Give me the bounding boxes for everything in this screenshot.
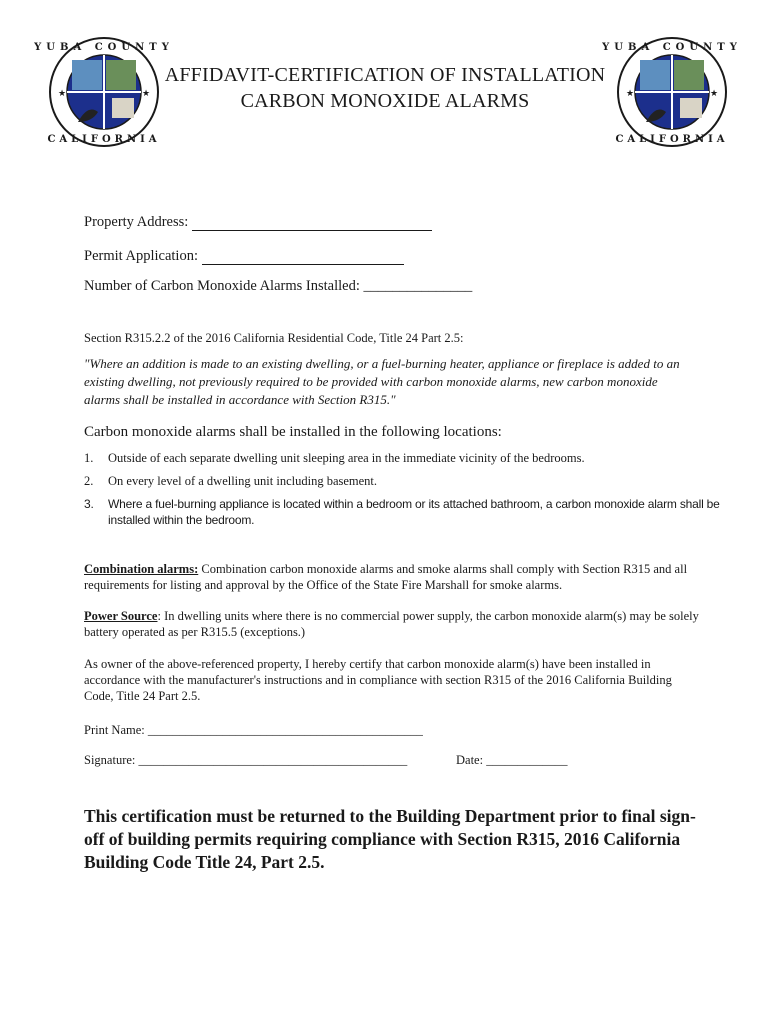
date-row [456,753,567,768]
location-text: Outside of each separate dwelling unit sleeping area in the immediate vicinity of the bedrooms. [108,451,585,465]
document-title [140,62,630,114]
svg-text:★: ★ [710,88,719,98]
location-text: On every level of a dwelling unit including basement. [108,474,378,488]
location-text: Where a fuel-burning appliance is located within a bedroom or its attached bathroom, a carbon monoxide alarm shall be installed within the bedroom. [108,497,720,527]
alarms-installed-field[interactable]: _______________ [363,278,473,294]
svg-text:CALIFORNIA: CALIFORNIA [615,134,729,145]
title-line-1: AFFIDAVIT-CERTIFICATION OF INSTALLATION [164,64,606,86]
section-reference: Section R315.2.2 of the 2016 California Residential Code, Title 24 Part 2.5: [84,331,464,345]
svg-text:★: ★ [58,88,67,98]
svg-text:YUBA COUNTY: YUBA COUNTY [602,42,742,53]
location-number: 2. [84,474,94,488]
permit-application-label: Permit Application: [84,248,198,264]
combination-alarms-text: Combination carbon monoxide alarms and smoke alarms shall comply with Section R315 and all requirements for listing and approval by the Office of the State Fire Marshall for smoke alarms. [84,562,688,592]
print-name-row [84,723,423,738]
svg-text:YUBA COUNTY: YUBA COUNTY [34,42,174,53]
svg-text:CALIFORNIA: CALIFORNIA [47,134,161,145]
date-field[interactable]: _____________ [486,753,568,767]
location-number: 1. [84,451,94,465]
power-source-label: Power Source [84,609,158,623]
power-source-paragraph [84,608,704,640]
svg-text:★: ★ [142,88,151,98]
footer-notice: This certification must be returned to the Building Department prior to final sign-off of building permits requiring compliance with Section R315, 2016 California Building Code Title 24, Part 2.5. [84,806,696,872]
locations-heading: Carbon monoxide alarms shall be installed in the following locations: [84,424,502,440]
certification-paragraph: As owner of the above-referenced property, I hereby certify that carbon monoxide alarm(s) have been installed in accordance with the manufacturer's instructions and in compliance with section R315 of the 2016 California Building Code, Title 24 Part 2.5. [84,657,672,703]
power-source-text: : In dwelling units where there is no commercial power supply, the carbon monoxide alarm(s) may be solely battery operated as per R315.5 (exceptions.) [84,609,699,639]
yuba-county-seal-logo [602,36,742,148]
signature-row [84,753,407,768]
alarms-installed-label: Number of Carbon Monoxide Alarms Installed: [84,278,360,294]
property-address-field[interactable] [192,216,432,231]
combination-alarms-label: Combination alarms: [84,562,199,576]
alarms-installed-row [84,278,472,295]
location-number: 3. [84,497,94,511]
property-address-row [84,214,432,231]
location-item [84,450,724,466]
print-name-field[interactable]: ____________________________________________ [147,723,423,737]
permit-application-row [84,248,404,265]
print-name-label: Print Name: [84,723,145,737]
date-label: Date: [456,753,484,767]
permit-application-field[interactable] [202,250,404,265]
locations-list [84,450,724,535]
svg-text:★: ★ [626,88,635,98]
location-item [84,496,724,528]
property-address-label: Property Address: [84,214,189,230]
signature-field[interactable]: ___________________________________________ [138,753,408,767]
location-item [84,473,724,489]
combination-alarms-paragraph [84,561,704,593]
signature-label: Signature: [84,753,136,767]
code-quote: "Where an addition is made to an existing dwelling, or a fuel-burning heater, appliance or fireplace is added to an existing dwelling, not previously required to be provided with carbon monoxide alarms, new carbon monoxide alarms shall be installed in accordance with Section R315." [84,356,680,407]
title-line-2: CARBON MONOXIDE ALARMS [240,90,530,112]
